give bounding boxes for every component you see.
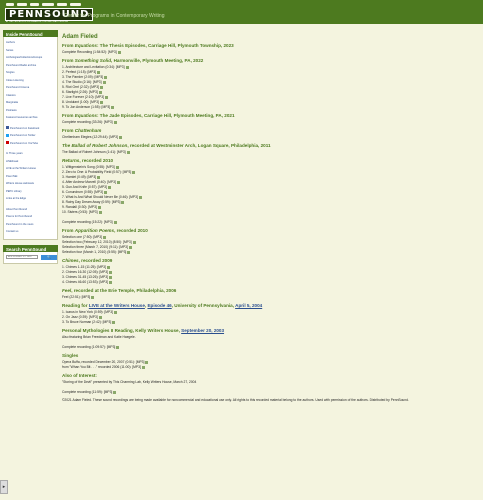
heading-text: From [62,128,75,133]
heading-text: , recorded 2010 [114,228,148,233]
download-icon[interactable] [111,106,114,109]
sidebar-link-label: Poems for PennSound [6,215,33,218]
sidebar-item[interactable] [6,99,55,107]
download-icon[interactable] [142,366,145,369]
heading-text: , recorded at Westminster Arch, Logan Square, Philadelphia, 2011 [127,143,271,148]
top-nav-item[interactable] [42,3,54,6]
track-text: 4. Chimes 46-60 (13:53): [MP3] [62,280,108,284]
sidebar-link-label: About PennSound [6,207,28,211]
recording-section [62,373,477,395]
download-icon[interactable] [116,166,119,169]
sidebar-item[interactable] [6,114,55,122]
heading-work-title: Feel [62,288,72,293]
track-text: Cheltenham Elegies (12:29:44): [MP3] [62,135,118,139]
section-heading [62,353,477,358]
track-text: The Ballad of Robert Johnson (1:41): [MP3] [62,150,126,154]
section-heading [62,128,477,133]
track-text: "Storing of the Devil" presented by This Charming Lab, Kelly Writers House, March 27, 2004 [62,380,197,384]
download-icon[interactable] [99,211,102,214]
track-line[interactable] [62,280,477,285]
track-text: 6. Conundrum (0:55): [MP3] [62,190,103,194]
track-text: 4. After Andrew Marvell (0:40): [MP3] [62,180,116,184]
track-text: 2. Chimes 16-30 (12:05): [MP3] [62,270,108,274]
page-title: Adam Fieled [62,34,98,40]
sidebar-link-label: Contact us [6,230,19,233]
download-icon[interactable] [114,121,117,124]
download-icon[interactable] [116,346,119,349]
track-text: Selection two (February 12, 2010) (8:50): [MP3] [62,240,132,244]
download-icon[interactable] [97,176,100,179]
track-text: 10. Sisters (0:53): [MP3] [62,210,98,214]
facebook-icon [6,126,9,129]
track-line[interactable] [62,105,477,110]
track-text: 3. The Parrder (2:09): [MP3] [62,75,104,79]
sidebar-link[interactable] [6,158,55,166]
sidebar-item[interactable] [6,69,55,77]
track-line[interactable] [62,150,477,155]
heading-work-title: Equations [74,113,97,118]
track-line[interactable] [62,295,477,300]
recording-section [62,328,477,350]
track-text: Also featuring Brian Freedman and Katie Haegele. [62,335,136,339]
download-icon[interactable] [121,201,124,204]
sidebar-link-label: PennSound in the news [6,222,34,226]
section-heading [62,328,477,333]
sidebar-link-label: LINEbreak [6,159,19,163]
sidebar-link[interactable] [6,165,55,173]
sidebar-item-label: Marginalia [6,101,18,104]
heading-text: , recorded at the Erie Temple, Philadelphia, 2006 [71,288,177,293]
sidebar-item[interactable] [6,47,55,55]
download-icon[interactable] [109,281,112,284]
download-icon[interactable] [105,96,108,99]
download-icon[interactable] [118,51,121,54]
track-text: 2. Zero to One: A Probability Field (0:57): [MP3] [62,170,132,174]
sidebar-item[interactable] [6,84,55,92]
heading-work-title: Something Solid [74,58,112,63]
sidebar-link[interactable] [6,213,55,221]
heading-text: , University of Pennsylvania, [171,303,236,308]
heading-text: From [62,228,75,233]
download-icon[interactable] [129,246,132,249]
search-button[interactable]: 🔍 [41,255,57,260]
top-nav-item[interactable] [30,3,39,6]
top-nav-item[interactable] [6,3,14,6]
download-icon[interactable] [100,86,103,89]
track-text: Complete Recording (1:54:52): [MP3] [62,50,117,54]
recording-section [62,228,477,255]
download-icon[interactable] [126,66,129,69]
recording-section [62,288,477,300]
top-nav [6,3,81,7]
track-text: 1. Wittgenstein's Song (0:55): [MP3] [62,165,115,169]
top-banner [0,0,483,24]
track-line[interactable] [62,250,477,255]
sidebar-link[interactable] [6,206,55,214]
download-icon[interactable] [113,391,116,394]
recording-section [62,128,477,140]
sidebar-item[interactable] [6,77,55,85]
sidebar-item[interactable] [6,92,55,100]
track-text: 8. Rainy Day Dream Away (0:59): [MP3] [62,200,121,204]
sidebar-link-label: PEPC Library [6,189,22,193]
sidebar-item-label: Anthologies/Collections/Groups [6,56,43,59]
download-icon[interactable] [108,186,111,189]
download-icon[interactable] [112,321,115,324]
sidebar-social-link[interactable] [6,132,55,140]
section-heading [62,58,477,63]
track-text: 8. Undulant (1:00): [MP3] [62,100,99,104]
sidebar-item[interactable] [6,62,55,70]
track-text: 2. Perfect (1:15): [MP3] [62,70,97,74]
track-line[interactable] [62,320,477,325]
sidebar-item[interactable] [6,107,55,115]
top-nav-item[interactable] [70,3,81,6]
heading-link[interactable]: September 20, 2003 [181,328,225,333]
sidebar-toggle-button[interactable] [0,480,8,494]
section-heading [62,373,477,378]
youtube-icon [6,141,9,144]
sidebar-item-label: Authors [6,41,15,44]
sidebar-item-label: Singles [6,71,15,74]
recording-section [62,43,477,55]
sidebar-item-label: Close Listening [6,78,24,82]
download-icon[interactable] [98,206,101,209]
recording-section [62,353,477,370]
track-text: 1. Icarus in New York (0:59): [MP3] [62,310,113,314]
sidebar-item-label: PennSound Cinema [6,86,30,89]
track-text: 5. Gun And Knife (0:57): [MP3] [62,185,107,189]
track-line[interactable] [62,345,477,350]
sidebar-link-label: Links at the Edge [6,197,27,200]
recording-section [62,158,477,225]
heading-text: From [62,43,75,48]
download-icon[interactable] [100,101,103,104]
sections [62,43,477,395]
track-text: Feel (22:51): [MP3] [62,295,91,299]
track-line[interactable] [62,50,477,55]
sidebar-item[interactable] [6,54,55,62]
track-text: 1. Chimes 1-15 (11:25): [MP3] [62,265,106,269]
search-box [3,252,58,264]
sidebar-item[interactable] [6,39,55,47]
heading-work-title: Equations [74,43,97,48]
download-icon[interactable] [107,266,110,269]
track-text: Complete recording (1:09:57): [MP3] [62,345,116,349]
section-heading [62,143,477,148]
heading-text: , recorded 2010 [79,158,114,163]
heading-link[interactable]: Episode 46 [147,303,172,308]
pennsound-logo[interactable]: PENNSOUND [5,8,93,21]
heading-text: Also of Interest: [62,373,97,378]
download-icon[interactable] [99,316,102,319]
sidebar-social-link-label: PennSound on YouTube [10,141,39,145]
track-text: 7. Live Forever (2:10): [MP3] [62,95,104,99]
sidebar-social-link[interactable] [6,140,55,148]
heading-text: , recorded 2009 [78,258,113,263]
download-icon[interactable] [139,196,142,199]
recording-section [62,113,477,125]
track-line[interactable] [62,135,477,140]
heading-text: : The Thesis Episodes, Carriage Hill, Plymouth Township, 2023 [96,43,234,48]
track-text: 4. The Studio (2:16): [MP3] [62,80,102,84]
sidebar-social-link-label: PennSound on Facebook [10,126,40,130]
track-text: 9. To Jon Anderson (1:55): [MP3] [62,105,111,109]
track-text: 3. Chimes 31-45 (13:26): [MP3] [62,275,108,279]
heading-text: , Harmonville, Plymouth Meeting, PA, 2022 [111,58,204,63]
heading-text: : The Jade Episodes, Carriage Hill, Plymouth Meeting, PA, 2021 [96,113,235,118]
track-text: Complete recording (11:59): [MP3] [62,390,113,394]
section-heading [62,288,477,293]
section-heading [62,228,477,233]
track-text: Selection one (7:50): [MP3] [62,235,102,239]
section-heading [62,303,477,308]
sidebar-link[interactable] [6,150,55,158]
download-icon[interactable] [91,296,94,299]
track-text: 5. Riot Grrrl (2:32): [MP3] [62,85,100,89]
section-heading [62,113,477,118]
track-text: 3. Hamlet (0:49): [MP3] [62,175,97,179]
recording-section [62,58,477,110]
download-icon[interactable] [117,181,120,184]
track-text: Selection four (March 1, 2010) (5:55): [MP3] [62,250,127,254]
search-input[interactable] [6,255,38,259]
sidebar-item-label: Series [6,48,14,52]
sidebar-item-label: Classics [6,93,16,97]
search-title: Search PennSound [3,245,58,252]
download-icon[interactable] [97,71,100,74]
recording-section [62,258,477,285]
top-nav-item[interactable] [17,3,27,6]
track-line[interactable] [62,120,477,125]
sidebar-link-label: PoemTalk [6,174,18,178]
download-icon[interactable] [103,81,106,84]
sidebar-item-label: Featured resources archive [6,116,38,119]
track-text: Selection three (March 7, 2010) (9:11): [MP3] [62,245,128,249]
recording-section [62,303,477,325]
download-icon[interactable] [109,276,112,279]
download-icon[interactable] [104,191,107,194]
track-text: 1. Architecture and Levitation (0:34): [MP3] [62,65,125,69]
track-text: 3. To Bruce Norman (2:42): [MP3] [62,320,112,324]
heading-link[interactable]: LIVE at the Writers House [88,303,145,308]
main-content [62,34,477,403]
heading-work-title: Returns [62,158,80,163]
track-text: Complete recording (33:26): [MP3] [62,120,113,124]
heading-text: Singles [62,353,79,358]
sidebar-item-label: PennSound Radio archive [6,63,37,67]
heading-text: Reading for [62,303,89,308]
download-icon[interactable] [109,271,112,274]
download-icon[interactable] [132,171,135,174]
sidebar-link[interactable] [6,173,55,181]
heading-link[interactable]: April 5, 2004 [235,303,263,308]
sidebar [3,30,58,500]
track-line[interactable] [62,390,477,395]
track-text: Opera Buffa, recorded December 20, 2007 (0:51): [MP3] [62,360,145,364]
twitter-icon [6,134,9,137]
section-heading [62,43,477,48]
sidebar-link[interactable] [6,195,55,203]
chevron-right-icon: ▸ [2,484,6,490]
download-icon[interactable] [127,251,130,254]
track-text: 2. On Jazz (0:39): [MP3] [62,315,98,319]
sidebar-link-label: Writers House webcasts [6,182,34,185]
sidebar-list [3,37,58,240]
download-icon[interactable] [99,91,102,94]
sidebar-link-label: LIVE at the Writers House [6,167,36,170]
heading-text: Personal Mythologies II Reading, Kelly Writers House, [62,328,182,333]
logo-subtitle: AT THE CENTER FOR PROGRAMS IN CONTEMPORARY WRITING [6,21,69,23]
heading-work-title: Chattenham [74,128,102,133]
track-text: Complete recording (15:22): [MP3] [62,220,113,224]
heading-text: From [62,113,75,118]
download-icon[interactable] [104,76,107,79]
sidebar-item-label: Podcasts [6,108,17,112]
sidebar-link[interactable] [6,188,55,196]
download-icon[interactable] [114,221,117,224]
download-icon[interactable] [133,241,136,244]
download-icon[interactable] [127,151,130,154]
copyright-note: ©2021 Adam Fieled. These sound recordings are being made available for noncommercial and educational use only. All rights to this recorded material belong to the authors. Used with permission of the authors. Distributed by PennSound. [62,398,409,402]
heading-text: , [144,303,148,308]
sidebar-link[interactable] [6,221,55,229]
recording-section [62,143,477,155]
sidebar-title: Inside PennSound [3,30,58,37]
download-icon[interactable] [103,236,106,239]
site-tagline: Center for Programs in Contemporary Writing [64,13,165,19]
download-icon[interactable] [119,136,122,139]
heading-work-title: Chimes [62,258,79,263]
sidebar-social-link[interactable] [6,125,55,133]
sidebar-social-link-label: PennSound on Twitter [10,134,36,137]
track-line[interactable] [62,220,477,225]
heading-text: From [62,58,75,63]
sidebar-link-label: In Three years [6,152,23,155]
section-heading [62,158,477,163]
track-text: 9. Randall (0:30): [MP3] [62,205,97,209]
track-text: 7. What Is And What Should Never Be (0:46): [MP3] [62,195,138,199]
top-nav-item[interactable] [57,3,67,6]
sidebar-link[interactable] [6,180,55,188]
track-text: from "Whan You Bit . . ." recorded 2006 (11:00): [MP3] [62,365,141,369]
section-heading [62,258,477,263]
download-icon[interactable] [145,361,148,364]
heading-work-title: Apparition Poems [74,228,115,233]
sidebar-link[interactable] [6,228,55,236]
track-line[interactable] [62,365,477,370]
track-text: 6. Starlight (2:26): [MP3] [62,90,98,94]
download-icon[interactable] [114,311,117,314]
heading-work-title: The Ballad of Robert Johnson [62,143,128,148]
